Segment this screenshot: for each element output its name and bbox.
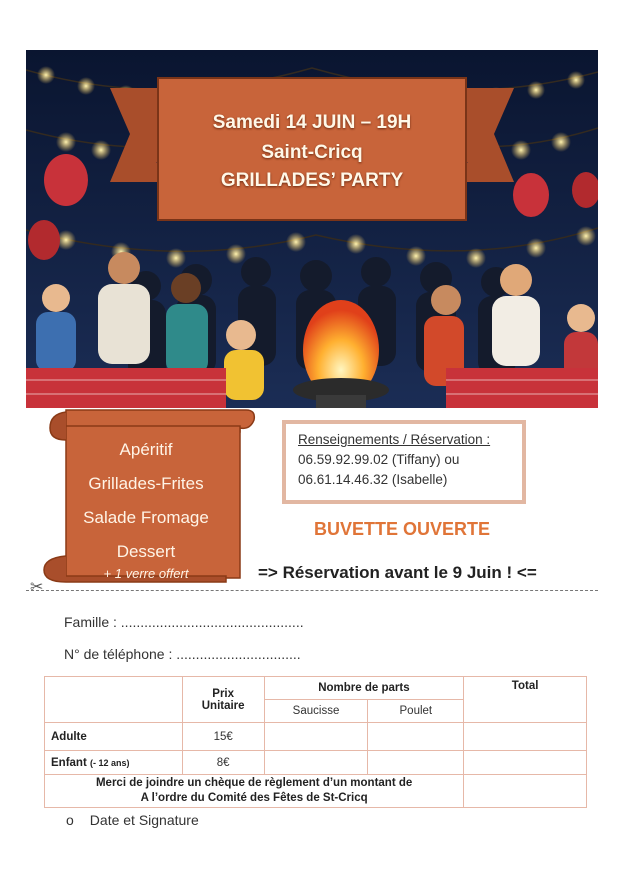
buvette-notice: BUVETTE OUVERTE — [313, 519, 491, 539]
header-prix-unitaire — [182, 677, 264, 723]
header-saucisse: Saucisse — [264, 700, 368, 723]
reservation-deadline: => Réservation avant le 9 Juin ! <= — [258, 563, 537, 582]
party-illustration — [26, 50, 598, 408]
famille-field[interactable]: Famille : ............................................... — [64, 614, 304, 630]
info-box — [282, 420, 526, 504]
checkered-table-left — [26, 368, 226, 408]
header-total: Total — [464, 677, 587, 723]
header-prix: Prix — [212, 687, 235, 700]
bullet-marker: o — [66, 812, 74, 828]
event-location: Saint-Cricq — [261, 142, 363, 163]
payment-note-line1: Merci de joindre un chèque de règlement d’un montant de — [95, 777, 413, 789]
cut-line — [26, 590, 598, 592]
event-date: Samedi 14 JUIN – 19H — [212, 112, 412, 133]
price-adulte: 15€ — [182, 723, 264, 751]
info-heading: Renseignements / Réservation : — [298, 432, 491, 447]
event-title: GRILLADES’ PARTY — [220, 170, 404, 191]
row-enfant-note: (- 12 ans) — [89, 757, 130, 768]
row-enfant-text: Enfant — [51, 756, 87, 769]
header-poulet: Poulet — [368, 700, 464, 723]
input-adulte-poulet[interactable] — [368, 723, 464, 751]
telephone-field[interactable]: N° de téléphone : ................................ — [64, 646, 301, 662]
input-adulte-saucisse[interactable] — [264, 723, 368, 751]
row-adulte-label: Adulte — [45, 723, 183, 751]
header-unitaire: Unitaire — [201, 699, 245, 712]
payment-note-line2: A l’ordre du Comité des Fêtes de St-Cricq — [140, 792, 368, 804]
date-signature — [66, 812, 199, 828]
menu-item: Apéritif — [119, 440, 173, 459]
input-adulte-total[interactable] — [464, 723, 587, 751]
menu-item: Dessert — [116, 542, 176, 561]
header-nombre-parts: Nombre de parts — [264, 677, 464, 700]
payment-note — [45, 775, 464, 808]
input-enfant-poulet[interactable] — [368, 751, 464, 775]
phone-tiffany: 06.59.92.99.02 (Tiffany) ou — [298, 452, 460, 467]
order-table — [44, 676, 587, 808]
menu-item: Grillades-Frites — [88, 474, 204, 493]
input-enfant-saucisse[interactable] — [264, 751, 368, 775]
checkered-table-right — [446, 368, 598, 408]
row-enfant-label — [45, 751, 183, 775]
input-grand-total[interactable] — [464, 775, 587, 808]
table-corner-cell — [45, 677, 183, 723]
date-signature-label: Date et Signature — [89, 812, 199, 828]
input-enfant-total[interactable] — [464, 751, 587, 775]
price-enfant: 8€ — [182, 751, 264, 775]
menu-note: + 1 verre offert — [103, 566, 189, 581]
menu-item: Salade Fromage — [83, 508, 209, 527]
menu-scroll — [36, 406, 256, 586]
scissors-icon: ✂ — [30, 579, 44, 596]
phone-isabelle: 06.61.14.46.32 (Isabelle) — [298, 472, 448, 487]
